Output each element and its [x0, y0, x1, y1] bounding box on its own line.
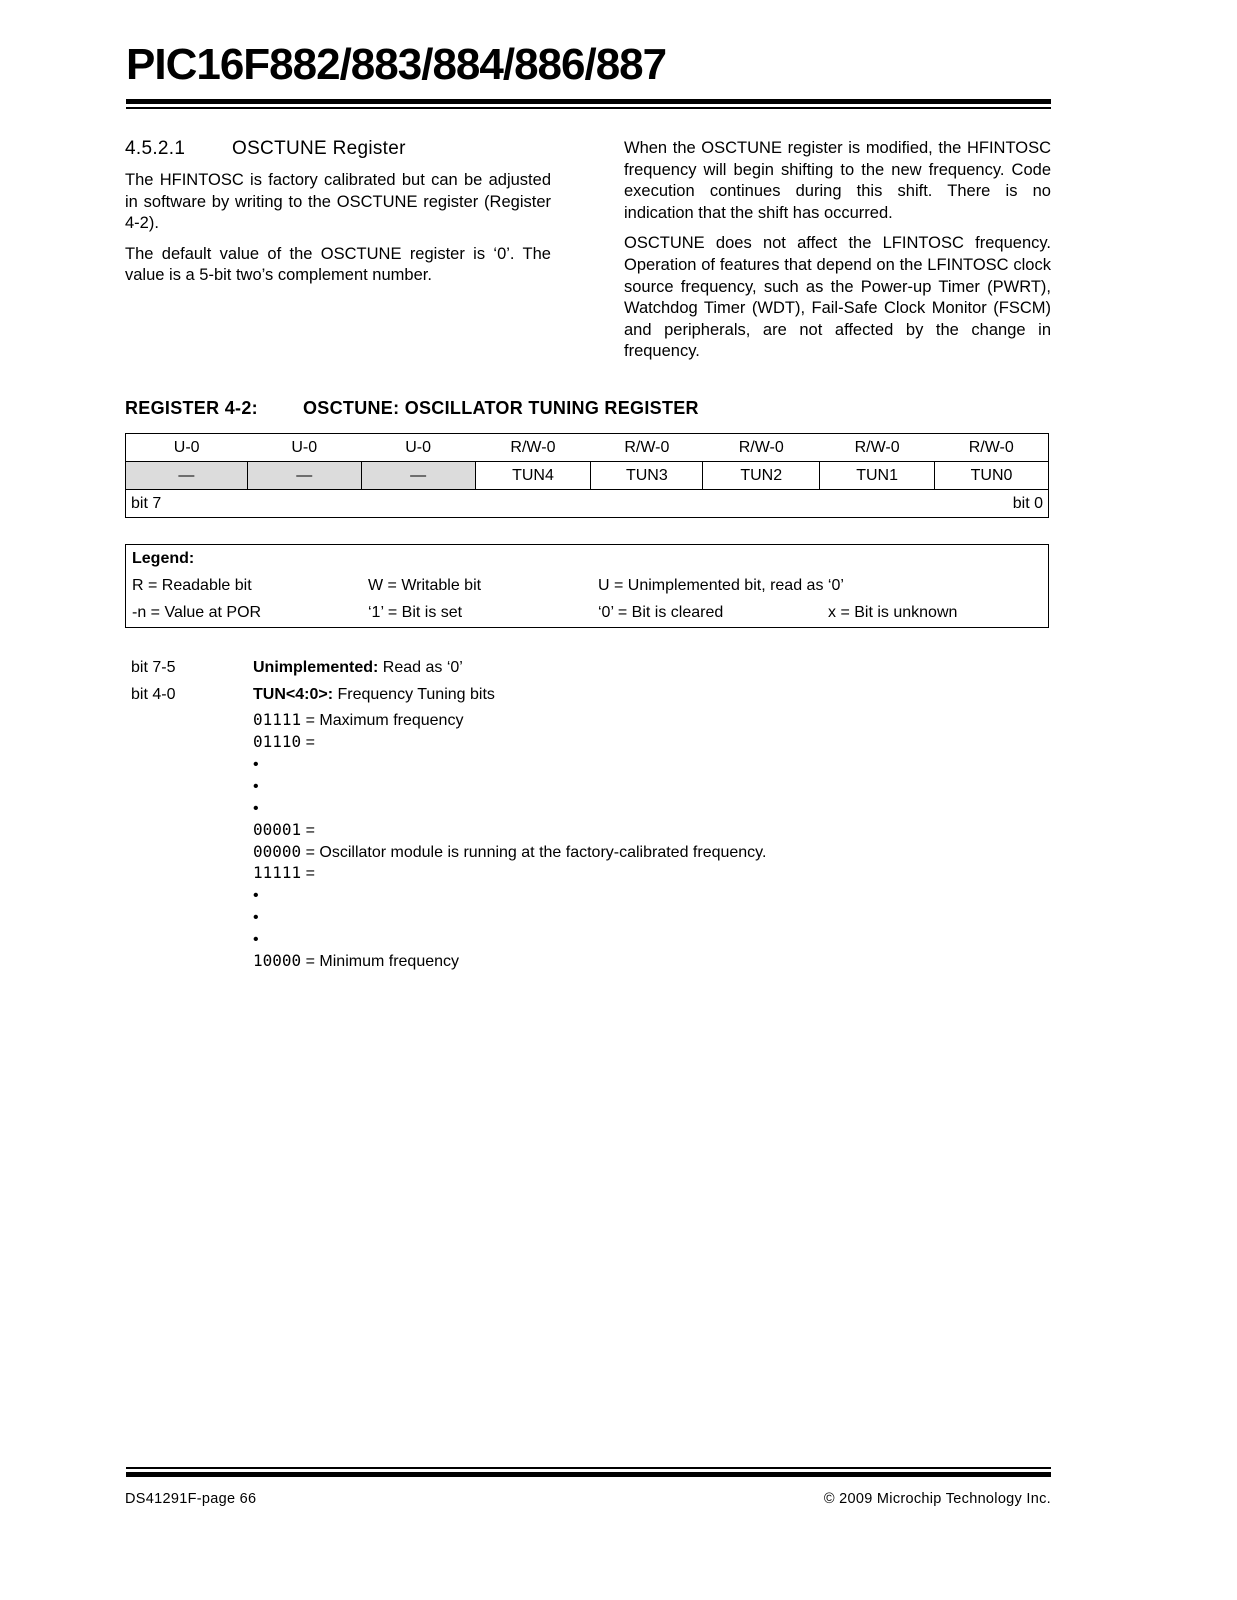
header-rule-thick	[126, 99, 1051, 104]
access-cell: R/W-0	[935, 434, 1049, 462]
legend-readable: R = Readable bit	[132, 577, 252, 594]
left-column	[125, 170, 551, 296]
bit-low-label: bit 0	[1012, 494, 1043, 512]
bit-description	[253, 686, 495, 704]
tuning-desc: •	[253, 931, 259, 948]
bit-description	[253, 659, 463, 677]
legend-unknown: x = Bit is unknown	[828, 604, 958, 621]
footer-rule-thick	[126, 1472, 1051, 1477]
tuning-value-line	[253, 731, 315, 754]
right-column	[624, 138, 1051, 372]
tuning-code: 11111	[253, 863, 302, 882]
tuning-value-line	[253, 819, 315, 842]
legend-cleared: ‘0’ = Bit is cleared	[598, 604, 724, 621]
tuning-desc: = Minimum frequency	[301, 953, 460, 970]
bit-cell: TUN4	[475, 462, 591, 490]
tuning-desc: =	[301, 865, 315, 882]
legend-box	[125, 544, 1049, 628]
tuning-desc: =	[301, 822, 315, 839]
bit-order-row	[126, 490, 1049, 518]
tuning-code: 10000	[253, 951, 302, 970]
access-cell: R/W-0	[703, 434, 820, 462]
bit-field-name: TUN<4:0>:	[253, 686, 334, 703]
copyright: © 2009 Microchip Technology Inc.	[823, 1491, 1051, 1507]
legend-unimplemented: U = Unimplemented bit, read as ‘0’	[598, 577, 844, 594]
tuning-desc: •	[253, 800, 259, 817]
bit-cell: —	[126, 462, 248, 490]
section-number: 4.5.2.1	[125, 138, 186, 159]
section-title: OSCTUNE Register	[232, 138, 406, 159]
legend-por: -n = Value at POR	[132, 604, 262, 621]
tuning-desc: =	[301, 734, 315, 751]
tuning-desc: •	[253, 778, 259, 795]
paragraph: The default value of the OSCTUNE register is ‘0’. The value is a 5-bit two’s complement number.	[125, 244, 551, 285]
tuning-desc: = Maximum frequency	[301, 712, 464, 729]
paragraph: The HFINTOSC is factory calibrated but can be adjusted in software by writing to the OSCTUNE register (Register 4-2).	[125, 171, 551, 233]
access-cell: R/W-0	[820, 434, 935, 462]
page-number: DS41291F-page 66	[125, 1491, 257, 1507]
bit-cell: TUN3	[591, 462, 703, 490]
footer-rule-thin	[126, 1467, 1051, 1469]
access-cell: R/W-0	[475, 434, 591, 462]
bit-range-label: bit 7-5	[131, 659, 176, 676]
access-cell: U-0	[247, 434, 361, 462]
tuning-value-line	[253, 928, 259, 951]
tuning-value-line	[253, 797, 259, 820]
bit-cell: —	[247, 462, 361, 490]
bit-cell: TUN1	[820, 462, 935, 490]
tuning-value-line	[253, 950, 459, 973]
paragraph: When the OSCTUNE register is modified, the HFINTOSC frequency will begin shifting to the new frequency. Code execution continues during this shift. There is no indication that the shift has occurred.	[624, 139, 1051, 222]
legend-title: Legend:	[132, 550, 195, 567]
bit-cell: —	[361, 462, 475, 490]
tuning-value-line	[253, 775, 259, 798]
register-heading	[125, 398, 699, 419]
tuning-code: 01111	[253, 710, 302, 729]
paragraph: OSCTUNE does not affect the LFINTOSC frequency. Operation of features that depend on the LFINTOSC clock source frequency, such as the Power-up Timer (PWRT), Watchdog Timer (WDT), Fail-Safe Clock Monitor (FSCM) and peripherals, are not affected by the change in frequency.	[624, 234, 1051, 361]
tuning-value-line	[253, 884, 259, 907]
bit-cell: TUN0	[935, 462, 1049, 490]
legend-writable: W = Writable bit	[368, 577, 482, 594]
register-table	[125, 433, 1049, 518]
tuning-value-line	[253, 709, 463, 732]
bit-range-label: bit 4-0	[131, 686, 176, 703]
tuning-code: 00001	[253, 820, 302, 839]
register-title: OSCTUNE: OSCILLATOR TUNING REGISTER	[303, 398, 699, 418]
access-cell: U-0	[361, 434, 475, 462]
tuning-desc: = Oscillator module is running at the factory-calibrated frequency.	[301, 844, 767, 861]
bit-high-label: bit 7	[131, 494, 162, 512]
document-title: PIC16F882/883/884/886/887	[126, 40, 667, 89]
tuning-code: 00000	[253, 842, 302, 861]
tuning-value-line	[253, 862, 315, 885]
legend-set: ‘1’ = Bit is set	[368, 604, 463, 621]
tuning-desc: •	[253, 887, 259, 904]
register-label: REGISTER 4-2:	[125, 398, 258, 418]
tuning-value-line	[253, 841, 766, 864]
bit-field-text: Read as ‘0’	[378, 659, 463, 676]
header-rule-thin	[126, 107, 1051, 109]
bit-field-text: Frequency Tuning bits	[333, 686, 495, 703]
section-heading	[125, 138, 406, 160]
bit-field-name: Unimplemented:	[253, 659, 379, 676]
tuning-desc: •	[253, 909, 259, 926]
tuning-desc: •	[253, 756, 259, 773]
bit-name-row	[126, 462, 1049, 490]
access-cell: R/W-0	[591, 434, 703, 462]
tuning-value-line	[253, 753, 259, 776]
bit-cell: TUN2	[703, 462, 820, 490]
tuning-code: 01110	[253, 732, 302, 751]
access-row	[126, 434, 1049, 462]
access-cell: U-0	[126, 434, 248, 462]
tuning-value-line	[253, 906, 259, 929]
